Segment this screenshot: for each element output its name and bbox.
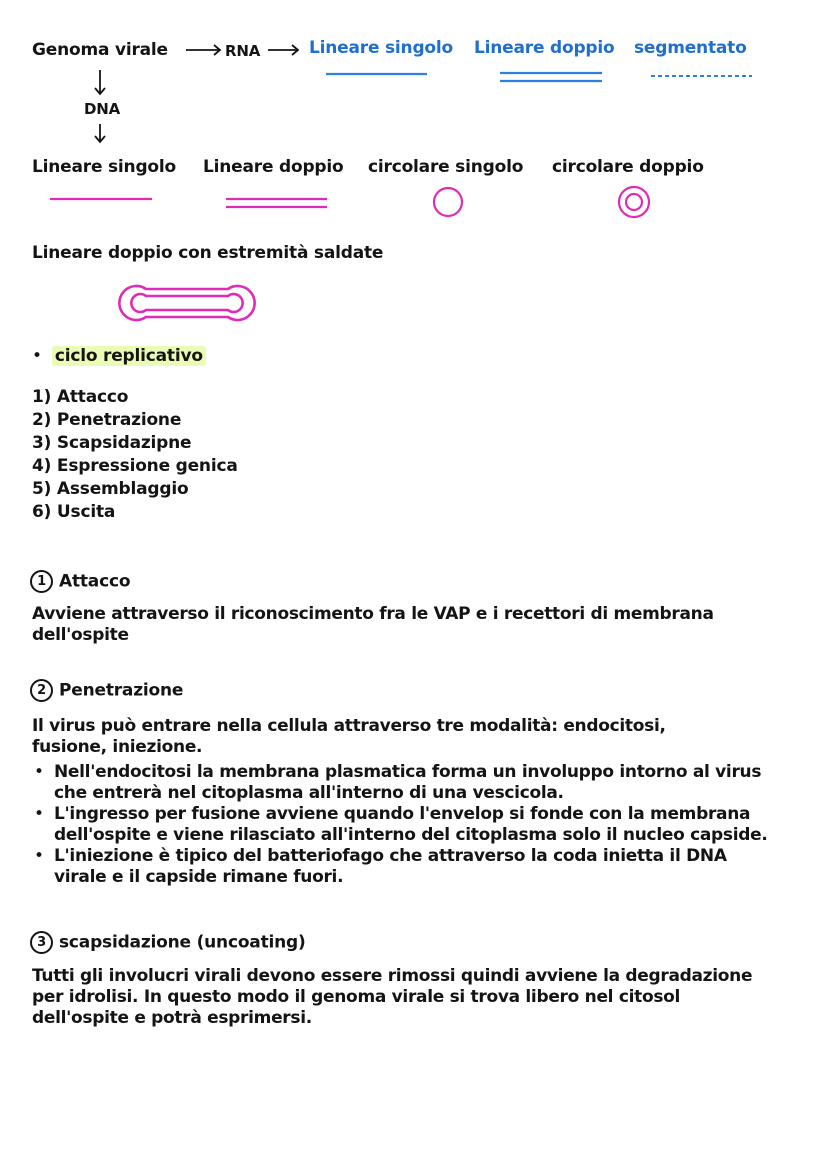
text-line: Il virus può entrare nella cellula attraverso tre modalità: endocitosi,: [32, 716, 666, 736]
section-scapsidazione-heading: [30, 931, 306, 954]
cycle-step: 5) Assemblaggio: [32, 479, 189, 499]
section-attacco-text: [32, 604, 714, 646]
arrow-down-icon: [95, 70, 105, 94]
cycle-step: 2) Penetrazione: [32, 410, 182, 430]
cycle-title: ciclo replicativo: [52, 346, 206, 366]
section-penetrazione-heading: [30, 679, 183, 702]
rna-linear-double-symbol: [500, 73, 602, 81]
cycle-step: 6) Uscita: [32, 502, 116, 522]
text-line: fusione, iniezione.: [32, 737, 203, 757]
section-number: 3: [30, 931, 53, 954]
dna-closed-ends-label: Lineare doppio con estremità saldate: [32, 243, 384, 263]
dna-type-linear-single: Lineare singolo: [32, 157, 176, 177]
section-penetrazione-intro: [32, 716, 666, 758]
section-title: Penetrazione: [59, 680, 184, 701]
dna-closed-ends-symbol: [119, 286, 254, 320]
dna-type-circular-single: circolare singolo: [368, 157, 524, 177]
cycle-step: 1) Attacco: [32, 387, 129, 407]
dna-circular-single-symbol: [434, 188, 462, 216]
text-line: dell'ospite e potrà esprimersi.: [32, 1008, 312, 1028]
cycle-step: 4) Espressione genica: [32, 456, 238, 476]
cycle-steps-list: [32, 386, 238, 524]
section-title: Attacco: [59, 571, 131, 592]
section-number: 2: [30, 679, 53, 702]
dna-label: DNA: [84, 100, 121, 118]
dna-type-circular-double: circolare doppio: [552, 157, 704, 177]
dna-circular-double-symbol: [619, 187, 649, 217]
cycle-heading: • ciclo replicativo: [32, 346, 206, 366]
bullet-item: • Nell'endocitosi la membrana plasmatica forma un involuppo intorno al virus che entrerà nel citoplasma all'interno di una vescicola.: [32, 762, 768, 804]
genome-title: Genoma virale: [32, 40, 168, 60]
text-line: Tutti gli involucri virali devono essere rimossi quindi avviene la degradazione: [32, 966, 753, 986]
text-line: dell'ospite: [32, 625, 129, 645]
rna-type-linear-single: Lineare singolo: [309, 38, 453, 58]
arrow-right-icon: [186, 45, 220, 55]
rna-label: RNA: [225, 42, 261, 60]
bullet-item: • L'iniezione è tipico del batteriofago che attraverso la coda inietta il DNA virale e il capside rimane fuori.: [32, 846, 768, 888]
section-title: scapsidazione (uncoating): [59, 932, 306, 953]
arrow-right-icon: [268, 45, 298, 55]
text-line: per idrolisi. In questo modo il genoma virale si trova libero nel citosol: [32, 987, 681, 1007]
arrow-down-icon: [95, 124, 105, 142]
rna-type-linear-double: Lineare doppio: [474, 38, 615, 58]
bullet-item: • L'ingresso per fusione avviene quando l'envelop si fonde con la membrana dell'ospite e viene rilasciato all'interno del citoplasma solo il nucleo capside.: [32, 804, 768, 846]
cycle-step: 3) Scapsidazipne: [32, 433, 192, 453]
section-scapsidazione-text: [32, 966, 752, 1029]
dna-type-linear-double: Lineare doppio: [203, 157, 344, 177]
dna-linear-double-symbol: [226, 199, 327, 207]
section-number: 1: [30, 570, 53, 593]
text-line: Avviene attraverso il riconoscimento fra le VAP e i recettori di membrana: [32, 604, 714, 624]
penetrazione-bullet-list: [32, 762, 768, 888]
rna-type-segmented: segmentato: [634, 38, 747, 58]
section-attacco-heading: [30, 570, 130, 593]
